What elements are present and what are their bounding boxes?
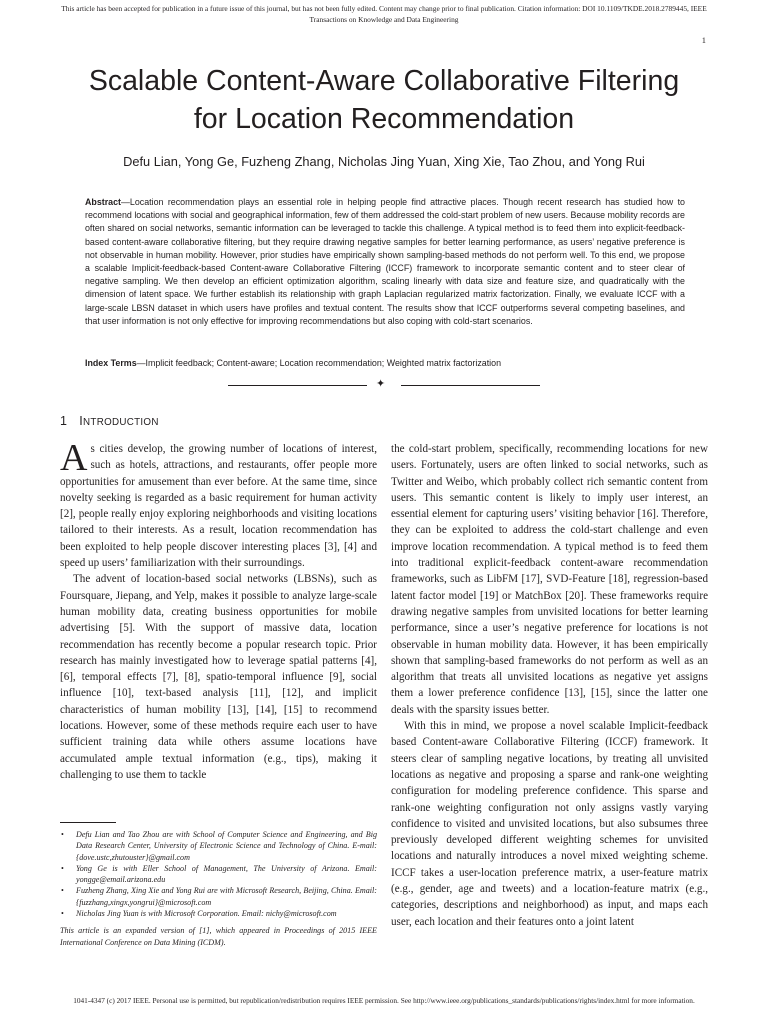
divider-line-right: [401, 385, 540, 386]
banner-line-2: Transactions on Knowledge and Data Engineering: [309, 14, 459, 24]
index-terms-text: —Implicit feedback; Content-aware; Location recommendation; Weighted matrix factorization: [136, 358, 502, 368]
divider-line-left: [228, 385, 367, 386]
title-line-2: for Location Recommendation: [193, 103, 575, 135]
body-column-left: [60, 437, 377, 783]
banner-line-1: This article has been accepted for publication in a future issue of this journal, but has not been fully edited. Content may change prior to final publication. Citation information: DOI 10.1109/TKDE.2018.2789445, IEEE: [61, 4, 707, 13]
title-line-1: Scalable Content-Aware Collaborative Filtering: [88, 65, 680, 97]
section-number: 1: [60, 414, 68, 428]
footnote-rule: [60, 822, 116, 823]
section-title-initial: I: [79, 414, 84, 428]
intro-paragraph-3: the cold-start problem, specifically, recommending locations for new users. Fortunately, users are often linked to social networks, such as Twitter and Weibo, which probably collect rich semantic content from users. This semantic content is likely to imply user interest, an essential element for capturing users’ visiting behavior [16]. Therefore, they can be exploited to address the cold-start challenge and even improve location recommendation. A typical method is to feed them into traditional explicit-feedback content-aware recommendation frameworks, such as LibFM [17], SVD-Feature [18], regression-based latent factor model [19] or MatchBox [20]. These frameworks require drawing negative samples from unvisited locations for better learning performance, since a user’s negative preference for locations is not observable in human mobility data. However, it has been empirically shown that sampling-based frameworks do not perform as well as an algorithm that treats all unvisited locations as negative yet assigns them a lower preference confidence [13], [15], since the latter one deals with the sparsity issues better.: [391, 443, 708, 716]
abstract-label: Abstract: [85, 197, 122, 207]
body-column-right: [391, 441, 708, 930]
expanded-version-note: This article is an expanded version of [1], which appeared in Proceedings of 2015 IEEE International Conference on Data Mining (ICDM).: [60, 926, 377, 947]
affiliation-item: • Defu Lian and Tao Zhou are with School of Computer Science and Engineering, and Big Data Research Center, University of Electronic Science and Technology of China. E-mail: {dove.ustc,zhutouster}@gmail.com: [76, 829, 377, 863]
divider-star-icon: ✦: [376, 378, 386, 390]
drop-cap: A: [60, 437, 88, 479]
affiliation-list: [60, 829, 377, 919]
page-number: 1: [701, 35, 706, 45]
abstract: [85, 196, 685, 328]
section-heading-introduction: [60, 414, 159, 428]
footnotes: [60, 829, 377, 948]
index-terms: [85, 357, 685, 370]
intro-paragraph-1-text: s cities develop, the growing number of locations of interest, such as hotels, attractions, and restaurants, offer people more opportunities for amusement than ever before. At the same time, since novelty seeking is regarded as a basic requirement for human activity [2], people really enjoy exploring neighborhoods and visiting locations tailored to their interests. As a result, location recommendation has been exploited to help people discover interesting places [3], [4] and speed up users’ familiarization with their surroundings.: [60, 443, 377, 570]
section-divider: [228, 378, 540, 390]
paper-title: [30, 62, 738, 138]
intro-paragraph-1: [60, 437, 377, 571]
intro-paragraph-4: With this in mind, we propose a novel scalable Implicit-feedback based Content-aware Collaborative Filtering (ICCF) framework. It steers clear of sampling negative locations, by treating all unvisited locations as negative and proposing a sparse and rank-one weighting configuration for modeling preference confidence. This sparse and rank-one weighting configuration not only assigns vastly varying confidence to visited and unvisited locations, but also subsumes three previously developed different weighting schemes for unvisited locations and naturally introduces a novel mixed weighting scheme. ICCF takes a user-location preference matrix, a user-feature matrix (e.g., gender, age and tweets) and a location-feature matrix (e.g., categories, descriptions and neighborhood) as input, and maps each user, each location and their features onto a joint latent: [391, 720, 708, 928]
copyright-footer: 1041-4347 (c) 2017 IEEE. Personal use is permitted, but republication/redistribution requires IEEE permission. See http://www.ieee.org/publications_standards/publications/rights/index.html for more information.: [73, 996, 695, 1005]
section-title-rest: NTRODUCTION: [83, 417, 159, 428]
author-list: Defu Lian, Yong Ge, Fuzheng Zhang, Nicholas Jing Yuan, Xing Xie, Tao Zhou, and Yong Rui: [123, 154, 645, 169]
abstract-text: —Location recommendation plays an essential role in helping people find attractive places. Though recent research has studied how to recommend locations with social and geographical information, few of them addressed the cold-start problem of new users. Because mobility records are often shared on social networks, semantic information can be leveraged to tackle this challenge. A typical method is to feed them into explicit-feedback-based content-aware collaborative filtering, but they require drawing negative samples for better learning performance, as users’ negative preference is not observable in human mobility. However, prior studies have empirically shown sampling-based methods do not perform well. To this end, we propose a scalable Implicit-feedback-based Content-aware Collaborative Filtering (ICCF) framework to incorporate semantic content and to steer clear of negative sampling. We then develop an efficient optimization algorithm, scaling linearly with data size and feature size, and quadratically with the dimension of latent space. We further establish its relationship with graph Laplacian regularized matrix factorization. Finally, we evaluate ICCF with a large-scale LBSN dataset in which users have profiles and textual content. The results show that ICCF outperforms several competing baselines, and that user information is not only effective for improving recommendations but also coping with cold-start scenarios.: [85, 197, 685, 326]
index-terms-label: Index Terms: [85, 358, 137, 368]
affiliation-item: • Fuzheng Zhang, Xing Xie and Yong Rui are with Microsoft Research, Beijing, China. Email: {fuzzhang,xingx,yongrui}@microsoft.com: [76, 885, 377, 908]
affiliation-item: • Yong Ge is with Eller School of Management, The University of Arizona. Email: yongge@email.arizona.edu: [76, 863, 377, 886]
affiliation-item: • Nicholas Jing Yuan is with Microsoft Corporation. Email: nichy@microsoft.com: [76, 908, 377, 919]
journal-banner: [20, 4, 748, 25]
intro-paragraph-2: The advent of location-based social networks (LBSNs), such as Foursquare, Jiepang, and Yelp, makes it possible to analyze large-scale human mobility data, creating business opportunities for mobile advertising [5]. With the support of massive data, location recommendation has recently become a popular research topic. Prior research has mainly investigated how to leverage spatial patterns [4], [6], temporal effects [7], [8], spatio-temporal influence [9], social influence [10], text-based analysis [11], [12], and implicit characteristics of human mobility [13], [14], [15] to recommend locations. However, some of these methods require each user to have sufficient training data while others assume locations have accumulated ample textual information (e.g., tips), making it challenging to use them to tackle: [60, 573, 377, 781]
